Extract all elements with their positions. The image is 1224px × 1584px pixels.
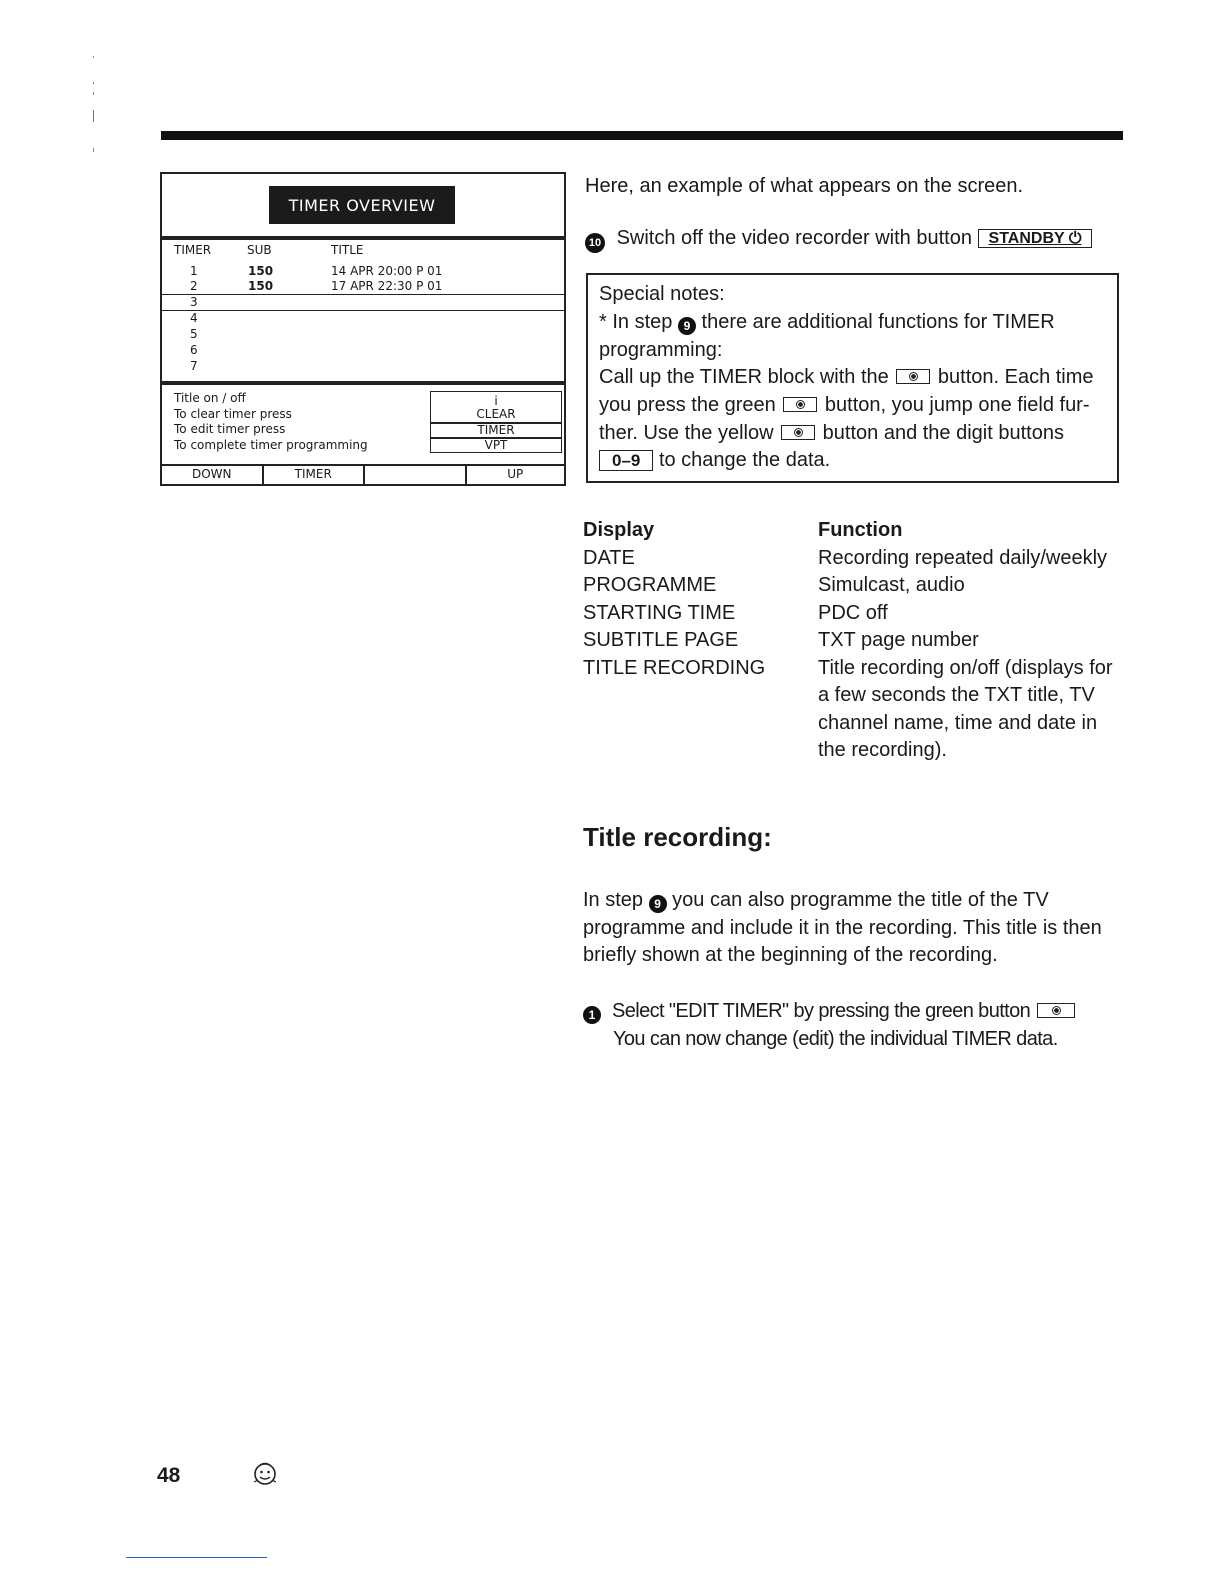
notes-text: ther. Use the yellow <box>599 422 774 444</box>
notes-text: there are additional functions for TIMER <box>701 311 1055 333</box>
timer-overview-screen <box>160 172 566 486</box>
notes-line <box>599 364 1094 391</box>
notes-text: button. Each time <box>937 366 1094 388</box>
function-item: TXT page number <box>818 629 979 651</box>
row-title: 17 APR 22:30 P 01 <box>331 279 443 293</box>
section-heading: Title recording: <box>583 822 772 852</box>
divider <box>162 294 564 295</box>
green-key-icon <box>1037 1003 1075 1018</box>
row-timer: 3 <box>190 295 198 309</box>
display-item: DATE <box>583 546 635 569</box>
language-face-icon <box>250 1458 280 1488</box>
step-1 <box>583 998 1077 1025</box>
notes-text: to change the data. <box>658 449 831 471</box>
notes-text: Call up the TIMER block with the <box>599 366 889 388</box>
para-text: In step <box>583 889 644 911</box>
function-item: PDC off <box>818 601 888 624</box>
step-9-icon: 9 <box>678 317 696 335</box>
row-timer: 1 <box>190 264 198 278</box>
digit-keys-icon: 0–9 <box>599 450 653 471</box>
hint-text: To clear timer press <box>174 407 292 421</box>
hint-text: Title on / off <box>174 391 246 405</box>
step-10-icon: 10 <box>585 233 605 253</box>
function-item: Title recording on/off (displays for <box>818 656 1113 679</box>
divider <box>162 236 564 240</box>
row-sub: 150 <box>248 279 274 293</box>
notes-text: button and the digit buttons <box>822 422 1064 444</box>
display-item: PROGRAMME <box>583 574 717 596</box>
intro-text: Here, an example of what appears on the screen. <box>585 175 1024 197</box>
notes-line <box>599 447 830 474</box>
step-1-line-2: You can now change (edit) the individual TIMER data. <box>613 1028 1058 1050</box>
step-1-icon: 1 <box>583 1006 601 1024</box>
display-item: TITLE RECORDING <box>583 656 766 679</box>
display-item: STARTING TIME <box>583 601 736 624</box>
divider <box>162 310 564 311</box>
margin-marks <box>90 50 98 160</box>
footer-line <box>126 1557 267 1558</box>
header-function: Function <box>818 519 903 541</box>
hint-key-vpt: VPT <box>430 438 562 453</box>
green-key-icon <box>783 397 817 412</box>
step-1-text: Select "EDIT TIMER" by pressing the green button <box>611 1000 1031 1022</box>
para-text: you can also programme the title of the TV <box>672 889 1049 911</box>
divider <box>162 381 564 385</box>
col-header-timer: TIMER <box>174 243 212 257</box>
hint-key-i: i <box>430 391 562 423</box>
notes-text: button, you jump one field fur- <box>824 394 1090 416</box>
header-display: Display <box>583 519 655 541</box>
row-timer: 2 <box>190 279 198 293</box>
row-title: 14 APR 20:00 P 01 <box>331 264 443 278</box>
row-timer: 6 <box>190 343 198 357</box>
bottom-timer: TIMER <box>264 466 366 484</box>
notes-line: programming: <box>599 339 723 361</box>
step-10 <box>585 225 1092 253</box>
bottom-empty <box>365 466 467 484</box>
para-line <box>583 887 1123 915</box>
row-timer: 7 <box>190 359 198 373</box>
row-timer: 4 <box>190 311 198 325</box>
col-header-title: TITLE <box>331 243 364 257</box>
screen-title: TIMER OVERVIEW <box>269 186 455 224</box>
notes-line <box>599 392 1090 419</box>
page-number: 48 <box>157 1464 181 1487</box>
special-notes-box <box>586 273 1119 483</box>
para-line: programme and include it in the recording. This title is then <box>583 916 1102 939</box>
screen-bottom-bar <box>162 464 564 484</box>
function-item: channel name, time and date in <box>818 711 1098 734</box>
step-10-text: Switch off the video recorder with button <box>616 227 972 249</box>
row-sub: 150 <box>248 264 274 278</box>
hint-key-timer: TIMER <box>430 423 562 438</box>
yellow-key-icon <box>781 425 815 440</box>
notes-line <box>599 420 1064 447</box>
notes-text: * In step <box>599 311 673 333</box>
row-timer: 5 <box>190 327 198 341</box>
step-9-icon: 9 <box>649 895 667 913</box>
function-item: Simulcast, audio <box>818 574 965 596</box>
title-recording-paragraph <box>583 887 1123 970</box>
hint-text: To complete timer programming <box>174 438 368 452</box>
hint-text: To edit timer press <box>174 422 286 436</box>
notes-title: Special notes: <box>599 283 725 305</box>
hint-key-clear: CLEAR <box>430 407 562 423</box>
para-line: briefly shown at the beginning of the recording. <box>583 944 998 966</box>
record-key-icon <box>896 369 930 384</box>
function-item: Recording repeated daily/weekly <box>818 546 1108 569</box>
standby-key: STANDBY ⏻ <box>978 229 1093 248</box>
bottom-up: UP <box>507 467 524 481</box>
function-item: a few seconds the TXT title, TV <box>818 684 1095 706</box>
function-item: the recording). <box>818 739 947 761</box>
top-rule <box>161 131 1123 140</box>
display-item: SUBTITLE PAGE <box>583 629 739 651</box>
bottom-down: DOWN <box>162 466 264 484</box>
notes-line <box>599 309 1055 336</box>
col-header-sub: SUB <box>247 243 272 257</box>
notes-text: you press the green <box>599 394 776 416</box>
